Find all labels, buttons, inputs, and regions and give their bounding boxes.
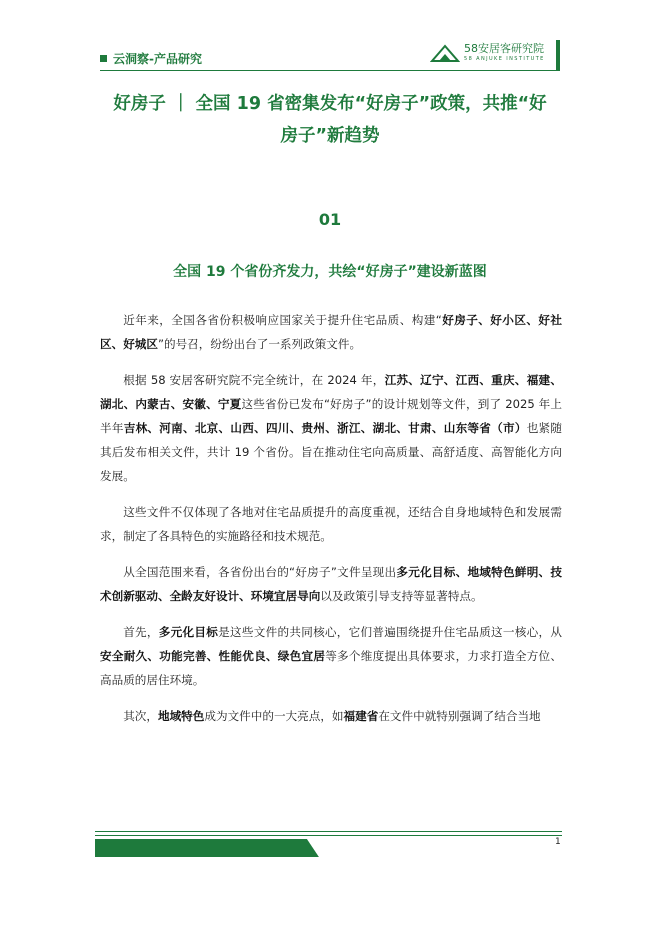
bold-text: 多元化目标 <box>158 625 219 639</box>
text-run: 等多个维度提出具体要求，力求打造全方位、高品质的居住环境。 <box>100 649 562 687</box>
bold-text: 地域特色 <box>157 709 205 723</box>
section-label <box>100 50 202 67</box>
paragraph <box>100 308 562 356</box>
section-number: 01 <box>318 210 342 229</box>
paragraph <box>100 620 562 692</box>
bold-text: 江苏、辽宁、江西、重庆、福建、湖北、内蒙古、安徽、宁夏 <box>100 373 562 411</box>
bold-text: 吉林、河南、北京、山西、四川、贵州、浙江、湖北、甘肃、山东等省（市） <box>123 421 527 435</box>
paragraph <box>100 368 562 488</box>
page-footer <box>0 828 662 868</box>
text-run: 从全国范围来看，各省份出台的“好房子”文件呈现出 <box>123 565 397 579</box>
page-number: 1 <box>555 837 561 847</box>
paragraph <box>100 500 562 548</box>
bold-text: 福建省 <box>343 709 379 723</box>
text-run: 以及政策引导支持等显著特点。 <box>320 589 483 603</box>
header-divider <box>100 70 560 71</box>
article-body <box>100 308 562 740</box>
section-subtitle: 全国 19 个省份齐发力，共绘“好房子”建设新蓝图 <box>173 264 487 280</box>
bold-text: 多元化目标、地域特色鲜明、技术创新驱动、全龄友好设计、环境宜居导向 <box>100 565 562 603</box>
bold-text: 好房子、好小区、好社区、好城区 <box>100 313 562 351</box>
text-run: 这些文件不仅体现了各地对住宅品质提升的高度重视，还结合自身地域特色和发展需求，制定了各具特色的实施路径和技术规范。 <box>100 505 562 543</box>
bold-text: 安全耐久、功能完善、性能优良、绿色宜居 <box>100 649 326 663</box>
logo <box>430 43 545 63</box>
section-label-text: 云洞察-产品研究 <box>113 52 202 66</box>
title-line-1: 好房子 ｜ 全国 19 省密集发布“好房子”政策，共推“好 <box>113 94 547 114</box>
footer-line <box>95 835 562 836</box>
square-bullet-icon <box>100 55 107 62</box>
paragraph <box>100 560 562 608</box>
text-run: 这些省份已发布“好房子”的设计规划等文件，到了 2025 年上半年 <box>100 397 562 435</box>
text-run: 是这些文件的共同核心，它们普遍围绕提升住宅品质这一核心，从 <box>218 625 562 639</box>
text-run: 近年来，全国各省份积极响应国家关于提升住宅品质、构建“ <box>123 313 442 327</box>
text-run: 在文件中就特别强调了结合当地 <box>378 709 541 723</box>
text-run: 根据 58 安居客研究院不完全统计，在 2024 年， <box>123 373 385 387</box>
page-header <box>0 0 662 80</box>
text-run: ”的号召，纷纷出台了一系列政策文件。 <box>157 337 362 351</box>
text-run: 其次， <box>123 709 158 723</box>
text-run: 也紧随其后发布相关文件，共计 19 个省份。旨在推动住宅向高质量、高舒适度、高智能化方向发展。 <box>100 421 562 483</box>
footer-band <box>95 839 562 857</box>
logo-cn: 58安居客研究院 <box>464 42 544 55</box>
text-run: 首先， <box>123 625 159 639</box>
header-accent-bar <box>556 40 560 70</box>
text-run: 成为文件中的一大亮点，如 <box>204 709 344 723</box>
title-line-2: 房子”新趋势 <box>280 126 380 146</box>
paragraph <box>100 704 562 728</box>
logo-en: 58 ANJUKE INSTITUTE <box>464 56 545 62</box>
page-title <box>100 88 560 152</box>
footer-line <box>95 831 562 832</box>
house-logo-icon <box>430 43 460 63</box>
